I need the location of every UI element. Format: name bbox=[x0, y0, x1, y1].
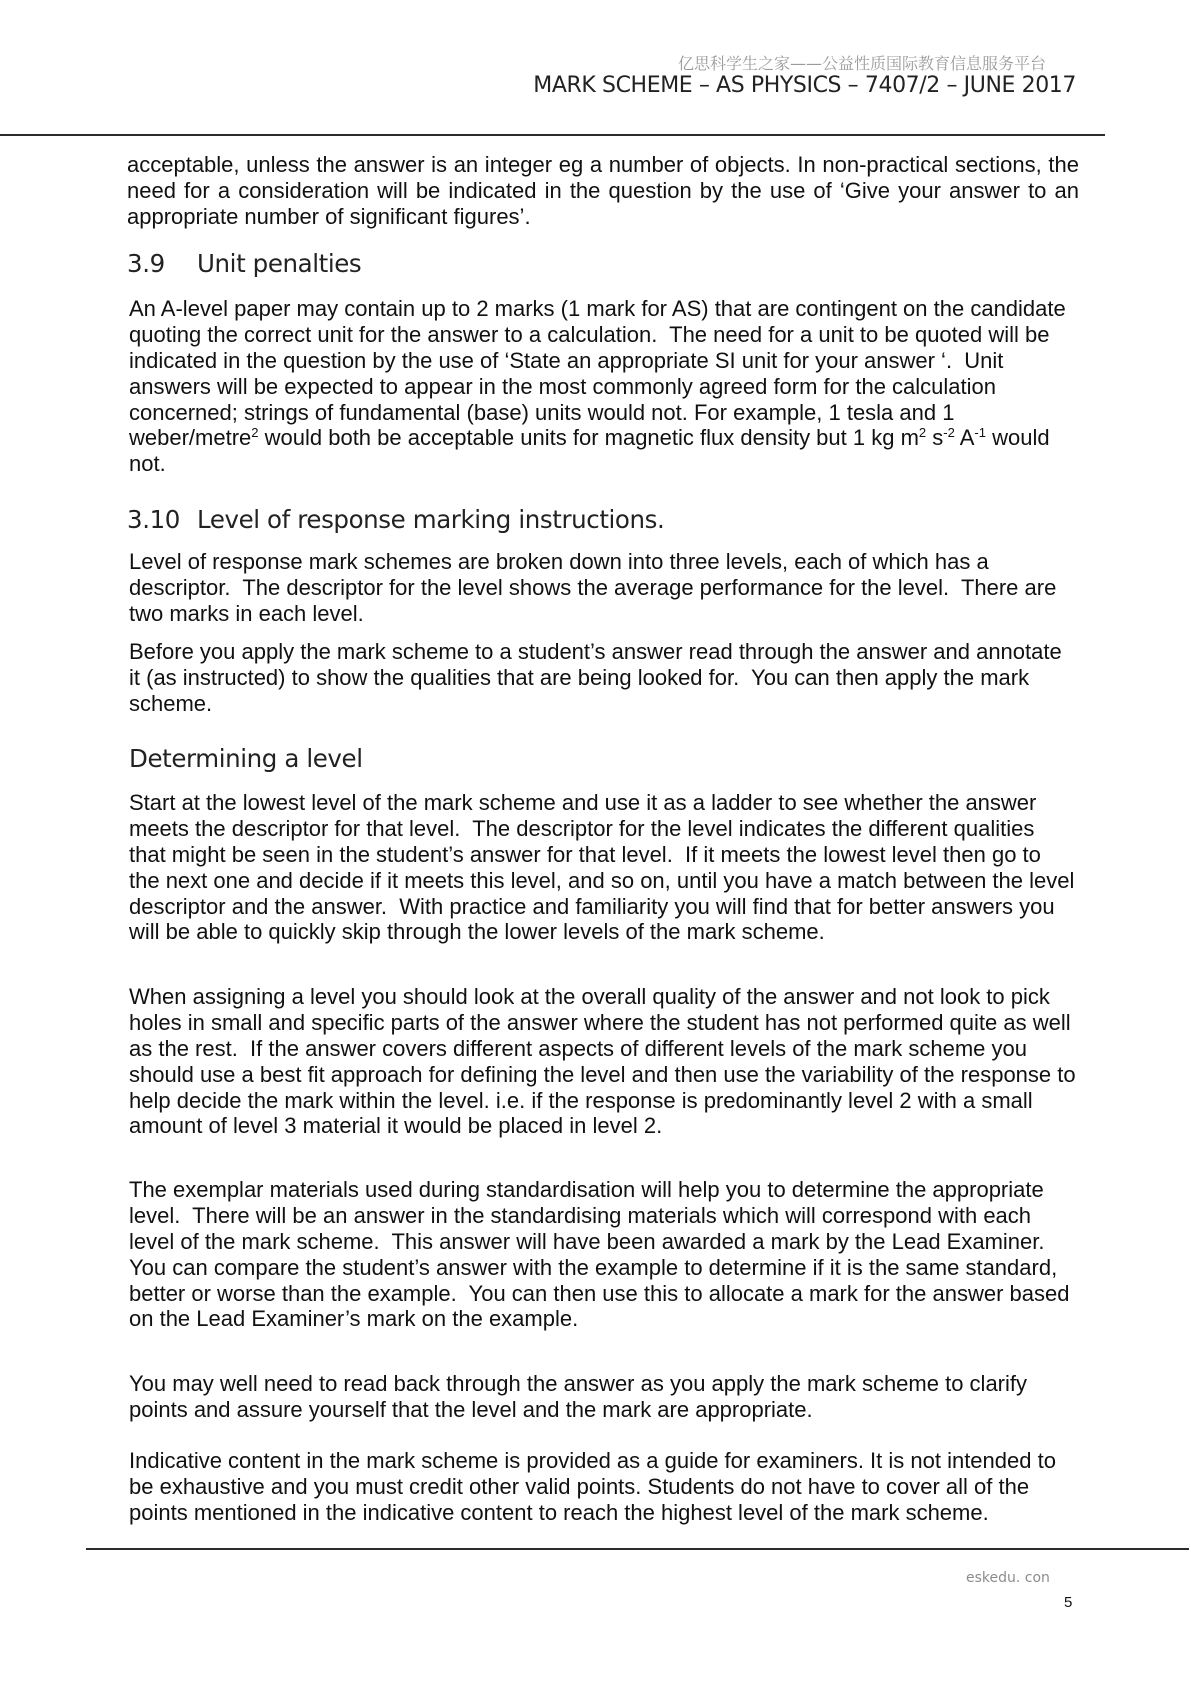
text-line: An A-level paper may contain up to 2 marks (1 mark for AS) that are contingent on the candidate bbox=[129, 296, 1066, 321]
text-line: two marks in each level. bbox=[129, 600, 364, 626]
text-line: not. bbox=[129, 451, 166, 477]
text-line: quoting the correct unit for the answer to a calculation. The need for a unit to be quoted will be bbox=[129, 321, 1050, 347]
determining-paragraph-5 bbox=[129, 1448, 1056, 1526]
unit-penalties-paragraph bbox=[129, 296, 1066, 477]
determining-paragraph-1 bbox=[129, 790, 1074, 945]
text-line: the next one and decide if it meets this level, and so on, until you have a match between the level bbox=[129, 867, 1075, 893]
footer-watermark: eskedu. con bbox=[966, 1570, 1050, 1586]
text-segment: s bbox=[926, 425, 944, 451]
text-line: Indicative content in the mark scheme is provided as a guide for examiners. It is not intended to bbox=[129, 1448, 1056, 1473]
header-watermark: 亿思科学生之家——公益性质国际教育信息服务平台 bbox=[677, 54, 1046, 73]
level-paragraph-2 bbox=[129, 639, 1062, 717]
text-line: on the Lead Examiner’s mark on the example. bbox=[129, 1306, 579, 1332]
determining-paragraph-4 bbox=[129, 1371, 1027, 1423]
section-title: Level of response marking instructions. bbox=[197, 505, 665, 534]
section-title: Unit penalties bbox=[197, 249, 362, 278]
text-line: points mentioned in the indicative content to reach the highest level of the mark scheme. bbox=[129, 1499, 989, 1525]
text-line: should use a best fit approach for defining the level and then use the variability of the response to bbox=[129, 1061, 1076, 1087]
header-divider bbox=[0, 134, 1105, 136]
page-number: 5 bbox=[1064, 1594, 1073, 1611]
text-line: acceptable, unless the answer is an integer eg a number of objects. In non-practical sections, the bbox=[127, 152, 1079, 177]
document-title: MARK SCHEME – AS PHYSICS – 7407/2 – JUNE 2017 bbox=[533, 73, 1076, 98]
text-line: Start at the lowest level of the mark scheme and use it as a ladder to see whether the answer bbox=[129, 790, 1037, 815]
text-line: will be able to quickly skip through the lower levels of the mark scheme. bbox=[129, 919, 825, 945]
text-line: as the rest. If the answer covers different aspects of different levels of the mark scheme you bbox=[129, 1035, 1027, 1061]
superscript: 2 bbox=[918, 425, 927, 441]
text-line: Before you apply the mark scheme to a student’s answer read through the answer and annotate bbox=[129, 639, 1062, 664]
text-line: descriptor and the answer. With practice and familiarity you will find that for better answers you bbox=[129, 893, 1055, 919]
level-paragraph-1 bbox=[129, 549, 1056, 627]
text-line: that might be seen in the student’s answer for that level. If it meets the lowest level then go to bbox=[129, 841, 1041, 867]
superscript: -2 bbox=[943, 425, 955, 441]
section-number: 3.10 bbox=[127, 505, 180, 534]
units-line bbox=[129, 425, 1066, 451]
footer-divider bbox=[86, 1548, 1189, 1550]
text-line: The exemplar materials used during standardisation will help you to determine the appropriate bbox=[129, 1177, 1044, 1202]
text-line: better or worse than the example. You can then use this to allocate a mark for the answer based bbox=[129, 1280, 1070, 1306]
text-line: You may well need to read back through the answer as you apply the mark scheme to clarify bbox=[129, 1371, 1028, 1396]
text-segment: A bbox=[954, 425, 975, 451]
intro-paragraph bbox=[127, 152, 1079, 230]
text-line: need for a consideration will be indicated in the question by the use of ‘Give your answer to an bbox=[127, 177, 1079, 203]
section-number: 3.9 bbox=[127, 249, 165, 278]
subheading-determining-a-level bbox=[129, 744, 529, 774]
text-line: answers will be expected to appear in the most commonly agreed form for the calculation bbox=[129, 373, 996, 399]
text-line: help decide the mark within the level. i.e. if the response is predominantly level 2 with a small bbox=[129, 1087, 1033, 1113]
text-line: level. There will be an answer in the standardising materials which will correspond with each bbox=[129, 1202, 1032, 1228]
text-line: descriptor. The descriptor for the level shows the average performance for the level. There are bbox=[129, 574, 1057, 600]
text-line: concerned; strings of fundamental (base) units would not. For example, 1 tesla and 1 bbox=[129, 399, 955, 425]
text-line: points and assure yourself that the level and the mark are appropriate. bbox=[129, 1396, 813, 1422]
superscript: -1 bbox=[974, 425, 986, 441]
text-line: level of the mark scheme. This answer will have been awarded a mark by the Lead Examiner. bbox=[129, 1228, 1045, 1254]
text-segment: would bbox=[985, 425, 1050, 451]
text-line: meets the descriptor for that level. The descriptor for the level indicates the different qualities bbox=[129, 815, 1035, 841]
text-line: be exhaustive and you must credit other valid points. Students do not have to cover all of the bbox=[129, 1473, 1030, 1499]
determining-paragraph-2 bbox=[129, 984, 1076, 1139]
superscript: 2 bbox=[251, 425, 259, 441]
text-segment: weber/metre bbox=[129, 425, 252, 451]
text-line: it (as instructed) to show the qualities that are being looked for. You can then apply the mark bbox=[129, 664, 1030, 690]
text-segment: would both be acceptable units for magnetic flux density but 1 kg m bbox=[258, 425, 919, 451]
section-heading-level-of-response bbox=[127, 505, 727, 535]
subheading-title: Determining a level bbox=[129, 744, 363, 773]
text-line: scheme. bbox=[129, 690, 213, 716]
text-line: You can compare the student’s answer with the example to determine if it is the same standard, bbox=[129, 1254, 1058, 1280]
text-line: amount of level 3 material it would be placed in level 2. bbox=[129, 1113, 663, 1139]
section-heading-unit-penalties bbox=[127, 249, 527, 279]
text-line: When assigning a level you should look at the overall quality of the answer and not look to pick bbox=[129, 984, 1050, 1009]
text-line: indicated in the question by the use of ‘State an appropriate SI unit for your answer ‘. Unit bbox=[129, 347, 1004, 373]
determining-paragraph-3 bbox=[129, 1177, 1069, 1332]
text-line: appropriate number of significant figures’. bbox=[127, 203, 531, 229]
text-line: holes in small and specific parts of the answer where the student has not performed quite as well bbox=[129, 1009, 1071, 1035]
text-line: Level of response mark schemes are broken down into three levels, each of which has a bbox=[129, 549, 989, 574]
